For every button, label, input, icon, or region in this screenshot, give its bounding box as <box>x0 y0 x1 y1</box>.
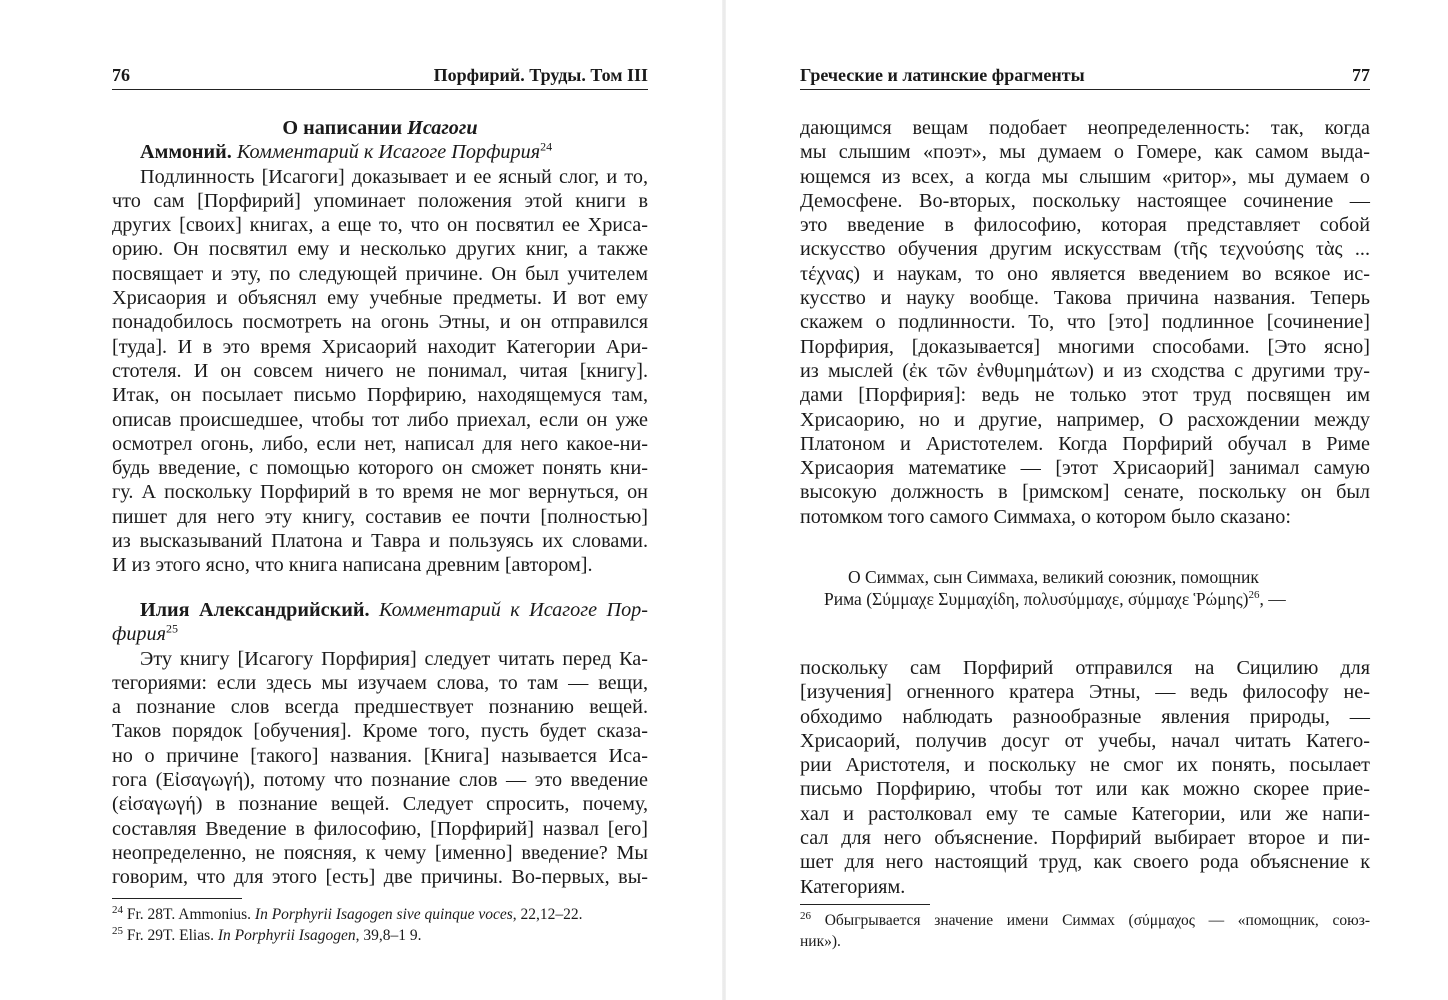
left-footnotes <box>112 904 648 946</box>
running-title: Порфирий. Труды. Том III <box>433 65 648 85</box>
text-line: пишет для него эту книгу, составив ее почти [полностью] <box>112 505 648 528</box>
text-line: скажем о подлинности. То, что [это] подлинное [сочинение] <box>800 311 1370 334</box>
text-line: рии Аристотеля, и поскольку не смог их понять, посылает <box>800 754 1370 777</box>
text-line: осмотрел огонь, либо, если нет, написал для него какое-ни- <box>112 432 648 455</box>
running-title: Греческие и латинские фрагменты <box>800 65 1085 85</box>
text-line: Подлинность [Исагоги] доказывает и ее ясный слог, и то, <box>140 165 648 188</box>
text-line: орию. Он посвятил ему и несколько других книг, а также <box>112 238 648 261</box>
quote-line: О Симмах, сын Симмаха, великий союзник, помощник <box>848 567 1259 587</box>
right-footnotes <box>800 910 1370 952</box>
text-line: поскольку сам Порфирий отправился на Сицилию для <box>800 657 1370 679</box>
text-line: гу. А поскольку Порфирий в то время не мог вернуться, он <box>112 481 648 504</box>
page-number: 76 <box>112 65 130 85</box>
footnote: $^{25}$ Fr. 29T. Elias. In Porphyrii Isagogen, 39,8–1 9. <box>112 924 422 944</box>
text-line: Хрисаорий, получив досуг от учебы, начал читать Катего- <box>800 729 1370 752</box>
text-line: И из этого ясно, что книга написана древним [автором]. <box>112 554 593 577</box>
text-line: письмо Порфирию, чтобы тот или как можно скорее прие- <box>800 778 1370 801</box>
text-line: а познание слов всегда предшествует познанию вещей. <box>112 696 648 719</box>
text-line: высокую должность в [римском] сенате, поскольку он был <box>800 481 1370 504</box>
text-line: будь введение, с помощью которого он сможет понять кни- <box>112 457 648 480</box>
text-line: Порфирия, [доказывается] многими способами. [Это ясно] <box>800 335 1370 358</box>
text-line: мы слышим «поэт», мы думаем о Гомере, как самом выда- <box>800 141 1370 164</box>
footnote-cont: ник»). <box>800 933 841 950</box>
text-line: потомком того самого Симмаха, о котором было сказано: <box>800 505 1291 528</box>
text-line: (εἰσαγωγή) в познание вещей. Следует спросить, почему, <box>112 793 648 816</box>
text-line: тегориями: если здесь мы изучаем слова, то там — вещи, <box>112 671 648 694</box>
text-line: это введение в философию, которая представляет собой <box>800 214 1370 237</box>
footnote-rule <box>800 904 930 905</box>
text-line: но о причине [такого] названия. [Книга] называется Иса- <box>112 744 648 767</box>
text-line: гога (Εἰσαγωγή), потому что познание слов — это введение <box>112 769 648 792</box>
text-line: Итак, он посылает письмо Порфирию, находящемуся там, <box>112 384 648 407</box>
text-line: Демосфене. Во-вторых, поскольку настоящее сочинение — <box>800 189 1370 212</box>
paragraph-ammonius <box>112 165 648 578</box>
footnote: $^{26}$ Обыгрывается значение имени Симмах (σύμμαχος — «помощник, союз- <box>800 909 1370 929</box>
right-running-head <box>800 64 1370 90</box>
text-line: дающимся вещам подобает неопределенность: так, когда <box>800 117 1370 139</box>
text-line: Эту книгу [Исагогу Порфирия] следует читать перед Ка- <box>140 647 648 670</box>
text-line: говорим, что для этого [есть] две причины. Во-первых, вы- <box>112 866 648 889</box>
right-text-block-2 <box>800 656 1370 899</box>
source-heading-ammonius: Аммоний. Комментарий к Исагоге Порфирия$^{24}$ <box>140 139 553 164</box>
text-line: посвящает и эту, по следующей причине. Он был учителем <box>112 262 648 285</box>
text-line: Таков порядок [обучения]. Кроме того, пусть будет сказа- <box>112 720 648 743</box>
left-running-head <box>112 64 648 90</box>
source-heading-elias: Илия Александрийский. Комментарий к Исагоге Пор- <box>140 599 648 621</box>
text-line: Платоном и Аристотелем. Когда Порфирий обучал в Риме <box>800 432 1370 455</box>
text-line: искусство обучения другим искусствам (τῆς τεχνούσης τὰς ... <box>800 238 1370 261</box>
source-heading-elias-cont: фирия$^{25}$ <box>112 621 178 646</box>
text-line: стотеля. И он совсем ничего не понимал, читая [книгу]. <box>112 359 648 382</box>
section-title: О написании Исагоги <box>282 117 478 139</box>
right-text-block <box>800 116 1370 529</box>
text-line: понадобилось посмотреть на огонь Этны, и он отправился <box>112 311 648 334</box>
text-line: ющемся из всех, а когда мы слышим «ритор», мы думаем о <box>800 165 1370 188</box>
text-line: неопределенно, не поясняя, к чему [именно] введение? Мы <box>112 841 648 864</box>
text-line: τέχνας) и наукам, то оно является введением во всякое ис- <box>800 262 1370 285</box>
verse-quote <box>824 566 1368 610</box>
left-text-block-2 <box>112 598 648 890</box>
text-line: описав происшедшее, чтобы тот либо приехал, если он уже <box>112 408 648 431</box>
text-line: Категориям. <box>800 875 906 898</box>
footnote: $^{24}$ Fr. 28T. Ammonius. In Porphyrii Isagogen sive quinque voces, 22,12–22. <box>112 903 583 923</box>
paragraph-elias <box>112 647 648 890</box>
text-line: хал и растолковал ему те самые Категории, или же напи- <box>800 802 1370 825</box>
text-line: [изучения] огненного кратера Этны, — ведь философу не- <box>800 681 1370 704</box>
text-line: других [своих] книгах, а еще то, что он посвятил ее Хриса- <box>112 214 648 237</box>
text-line: обходимо наблюдать разнообразные явления природы, — <box>800 705 1370 728</box>
text-line: Хрисаорию, но и другие, например, О расхождении между <box>800 408 1370 431</box>
page-number: 77 <box>1352 65 1370 85</box>
text-line: Хрисаория и объяснял ему учебные предметы. И вот ему <box>112 287 648 310</box>
text-line: сал для него объяснение. Порфирий выбирает второе и пи- <box>800 827 1370 850</box>
text-line: из мыслей (ἐκ τῶν ἐνθυμημάτων) и из сходства с другими тру- <box>800 359 1370 382</box>
text-line: [туда]. И в это время Хрисаорий находит Категории Ари- <box>112 335 648 358</box>
text-line: из высказываний Платона и Тавра и пользуясь их словами. <box>112 530 648 553</box>
text-line: составляя Введение в философию, [Порфирий] назвал [его] <box>112 817 648 840</box>
text-line: что сам [Порфирий] упоминает положения этой книги в <box>112 189 648 212</box>
text-line: дами [Порфирия]: ведь не только этот труд посвящен им <box>800 384 1370 407</box>
right-page <box>724 0 1448 1000</box>
left-text-block <box>112 116 648 578</box>
footnote-rule <box>112 898 242 899</box>
text-line: шет для него настоящий труд, как своего рода объяснение к <box>800 851 1370 874</box>
quote-line: Рима (Σύμμαχε Συμμαχίδη, πολυσύμμαχε, σύμμαχε Ῥώμης)$^{26}$, — <box>824 589 1286 609</box>
text-line: кусство и науку вообще. Такова причина названия. Теперь <box>800 287 1370 310</box>
text-line: Хрисаория математике — [этот Хрисаорий] занимал самую <box>800 457 1370 480</box>
